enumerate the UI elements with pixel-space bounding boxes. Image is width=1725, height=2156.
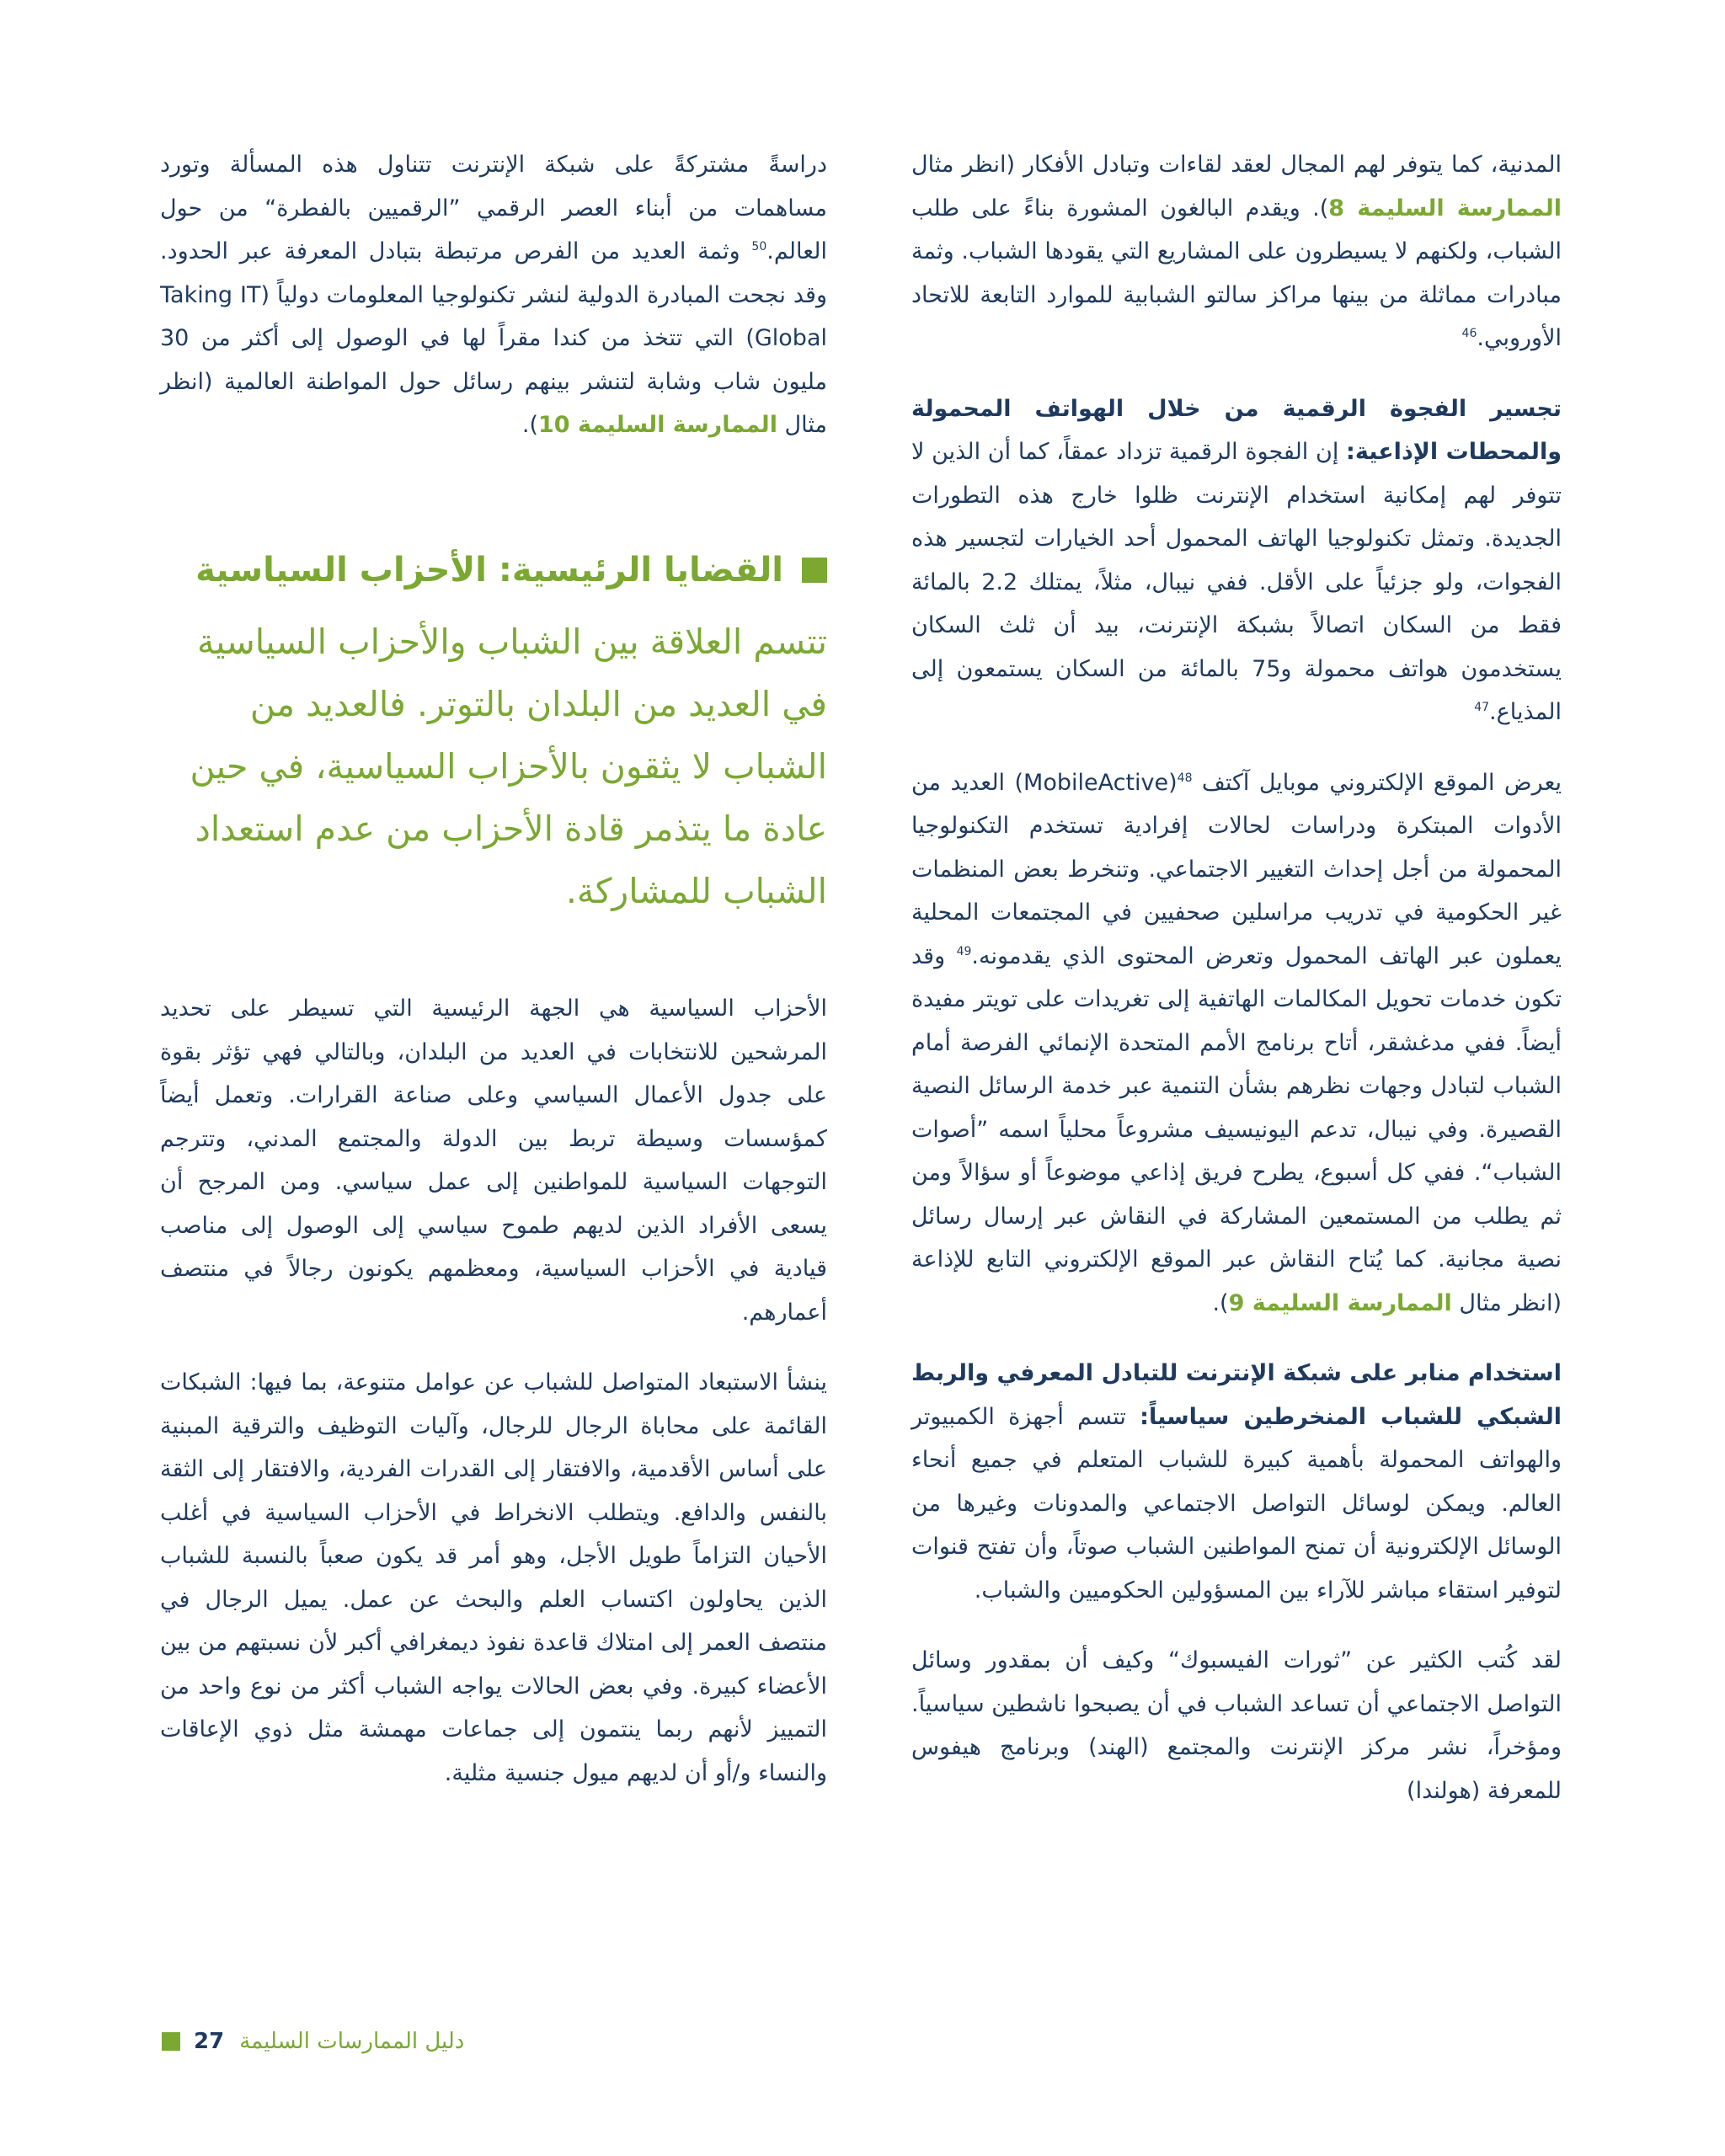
text-run: يعرض الموقع الإلكتروني موبايل آكتف bbox=[1192, 769, 1562, 796]
footer-title: دليل الممارسات السليمة bbox=[239, 2029, 465, 2054]
text-run: وثمة العديد من الفرص مرتبطة بتبادل المعرفة عبر الحدود. وقد نجحت المبادرة الدولية لنشر تكنولوجيا المعلومات دولياً (Taking IT Global) التي تتخذ من كندا مقراً لها في الوصول إلى أكثر من 30 مليون شاب وشابة لتنشر بينهم رسائل حول المواطنة العالمية (انظر مثال bbox=[160, 238, 827, 438]
left-column-top bbox=[160, 143, 827, 447]
footnote-47: 47 bbox=[1474, 701, 1490, 714]
paragraph-parties-role: الأحزاب السياسية هي الجهة الرئيسية التي تسيطر على تحديد المرشحين للانتخابات في العديد من البلدان، وبالتالي فهي تؤثر بقوة على جدول الأعمال السياسي وعلى صناعة القرارات. وتعمل أيضاً كمؤسسات وسيطة تربط بين الدولة والمجتمع المدني، وتترجم التوجهات السياسية للمواطنين إلى عمل سياسي. ومن المرجح أن يسعى الأفراد الذين لديهم طموح سياسي إلى الوصول إلى مناصب قيادية في الأحزاب السياسية، ومعظمهم يكونون رجالاً في منتصف أعمارهم. bbox=[160, 995, 827, 1326]
section-title bbox=[160, 541, 827, 600]
right-column bbox=[911, 143, 1562, 1812]
good-practice-9-ref[interactable]: الممارسة السليمة 9 bbox=[1228, 1289, 1452, 1316]
text-run: لقد كُتب الكثير عن ”ثورات الفيسبوك“ وكيف أن بمقدور وسائل التواصل الاجتماعي أن تساعد الشباب في أن يصبحوا ناشطين سياسياً. ومؤخراً، نشر مركز الإنترنت والمجتمع (الهند) وبرنامج هيفوس للمعرفة (هولندا) bbox=[911, 1647, 1562, 1804]
text-run: وقد تكون خدمات تحويل المكالمات الهاتفية إلى تغريدات على تويتر مفيدة أيضاً. ففي مدغشقر، أتاح برنامج الأمم المتحدة الإنمائي الفرصة أمام الشباب لتبادل وجهات نظرهم بشأن التنمية عبر خدمة الرسائل النصية القصيرة. وفي نيبال، تدعم اليونيسيف مشروعاً محلياً اسمه ”أصوات الشباب“. ففي كل أسبوع، يطرح فريق إذاعي موضوعاً أو سؤالاً ومن ثم يطلب من المستمعين المشاركة في النقاش عبر إرسال رسائل نصية مجانية. كما يُتاح النقاش عبر الموقع الإلكتروني التابع للإذاعة (انظر مثال bbox=[911, 942, 1562, 1316]
footnote-48: 48 bbox=[1177, 771, 1193, 785]
paragraph-salto bbox=[911, 143, 1562, 360]
text-run: (MobileActive) العديد من الأدوات المبتكرة ودراسات لحالات إفرادية تستخدم التكنولوجيا المحمولة من أجل إحداث التغيير الاجتماعي. وتنخرط بعض المنظمات غير الحكومية في تدريب مراسلين صحفيين في المجتمعات المحلية يعملون عبر الهاتف المحمول وتعرض المحتوى الذي يقدمونه. bbox=[911, 769, 1562, 969]
footer-square-icon bbox=[162, 2032, 180, 2051]
page-footer bbox=[162, 2025, 464, 2058]
footnote-49: 49 bbox=[956, 944, 972, 958]
paragraph-heading: تجسير الفجوة الرقمية من خلال الهواتف المحمولة والمحطات الإذاعية: bbox=[911, 395, 1562, 465]
page-number: 27 bbox=[194, 2029, 225, 2054]
paragraph-taking-it-global bbox=[160, 143, 827, 447]
footnote-46: 46 bbox=[1461, 327, 1477, 340]
paragraph-digital-divide bbox=[911, 387, 1562, 734]
text-run: ). bbox=[521, 412, 538, 438]
text-run: تتسم أجهزة الكمبيوتر والهواتف المحمولة بأهمية كبيرة للشباب المتعلم في جميع أنحاء العالم. ويمكن لوسائل التواصل الاجتماعي والمدونات وغيرها من الوسائل الإلكترونية أن تمنح المواطنين الشباب صوتاً، وأن تفتح قنوات لتوفير استقاء مباشر للآراء بين المسؤولين الحكوميين والشباب. bbox=[911, 1403, 1562, 1604]
section-title-text: القضايا الرئيسية: الأحزاب السياسية bbox=[195, 551, 783, 590]
text-run: دراسةً مشتركةً على شبكة الإنترنت تتناول هذه المسألة وتورد مساهمات من أبناء العصر الرقمي ”الرقميين بالفطرة“ من حول العالم. bbox=[160, 152, 827, 264]
text-run: ). bbox=[1212, 1289, 1229, 1316]
text-run: إن الفجوة الرقمية تزداد عمقاً، كما أن الذين لا تتوفر لهم إمكانية استخدام الإنترنت ظلوا خارج هذه التطورات الجديدة. وتمثل تكنولوجيا الهاتف المحمول أحد الخيارات لتجسير هذه الفجوات، ولو جزئياً على الأقل. ففي نيبال، مثلاً، يمتلك 2.2 بالمائة فقط من السكان اتصالاً بشبكة الإنترنت، بيد أن ثلث السكان يستخدمون هواتف محمولة و75 بالمائة من السكان يستمعون إلى المذياع. bbox=[911, 439, 1562, 725]
good-practice-8-ref[interactable]: الممارسة السليمة 8 bbox=[1328, 195, 1562, 221]
section-bullet-icon bbox=[802, 558, 827, 583]
text-run: المدنية، كما يتوفر لهم المجال لعقد لقاءات وتبادل الأفكار (انظر مثال bbox=[911, 152, 1562, 178]
paragraph-mobileactive bbox=[911, 761, 1562, 1326]
text-run: ). ويقدم البالغون المشورة بناءً على طلب الشباب، ولكنهم لا يسيطرون على المشاريع التي يقودها الشباب. وثمة مبادرات مماثلة من بينها مراكز سالتو الشبابية للموارد التابعة للاتحاد الأوروبي. bbox=[911, 195, 1562, 351]
paragraph-online-platforms bbox=[911, 1352, 1562, 1612]
paragraph-heading: استخدام منابر على شبكة الإنترنت للتبادل المعرفي والربط الشبكي للشباب المنخرطين سياسياً: bbox=[911, 1360, 1562, 1430]
paragraph-facebook-revolutions bbox=[911, 1639, 1562, 1812]
good-practice-10-ref[interactable]: الممارسة السليمة 10 bbox=[537, 412, 777, 438]
footnote-50: 50 bbox=[751, 240, 767, 253]
pull-quote: تتسم العلاقة بين الشباب والأحزاب السياسية في العديد من البلدان بالتوتر. فالعديد من الشباب لا يثقون بالأحزاب السياسية، في حين عادة ما يتذمر قادة الأحزاب من عدم استعداد الشباب للمشاركة. bbox=[190, 622, 827, 911]
paragraph-youth-exclusion: ينشأ الاستبعاد المتواصل للشباب عن عوامل متنوعة، بما فيها: الشبكات القائمة على محاباة الرجال للرجال، وآليات التوظيف والترقية المبنية على أساس الأقدمية، والافتقار إلى القدرات الفردية، والافتقار إلى الثقة بالنفس والدافع. ويتطلب الانخراط في الأحزاب السياسية في أغلب الأحيان التزاماً طويل الأجل، وهو أمر قد يكون صعباً بالنسبة للشباب الذين يحاولون اكتساب العلم والبحث عن عمل. يميل الرجال في منتصف العمر إلى امتلاك قاعدة نفوذ ديمغرافي أكبر لأن نسبتهم من بين الأعضاء كبيرة. وفي بعض الحالات يواجه الشباب أكثر من نوع واحد من التمييز لأنهم ربما ينتمون إلى جماعات مهمشة مثل ذوي الإعاقات والنساء و/أو أن لديهم ميول جنسية مثلية. bbox=[160, 1369, 827, 1786]
left-column-body bbox=[160, 987, 827, 1795]
